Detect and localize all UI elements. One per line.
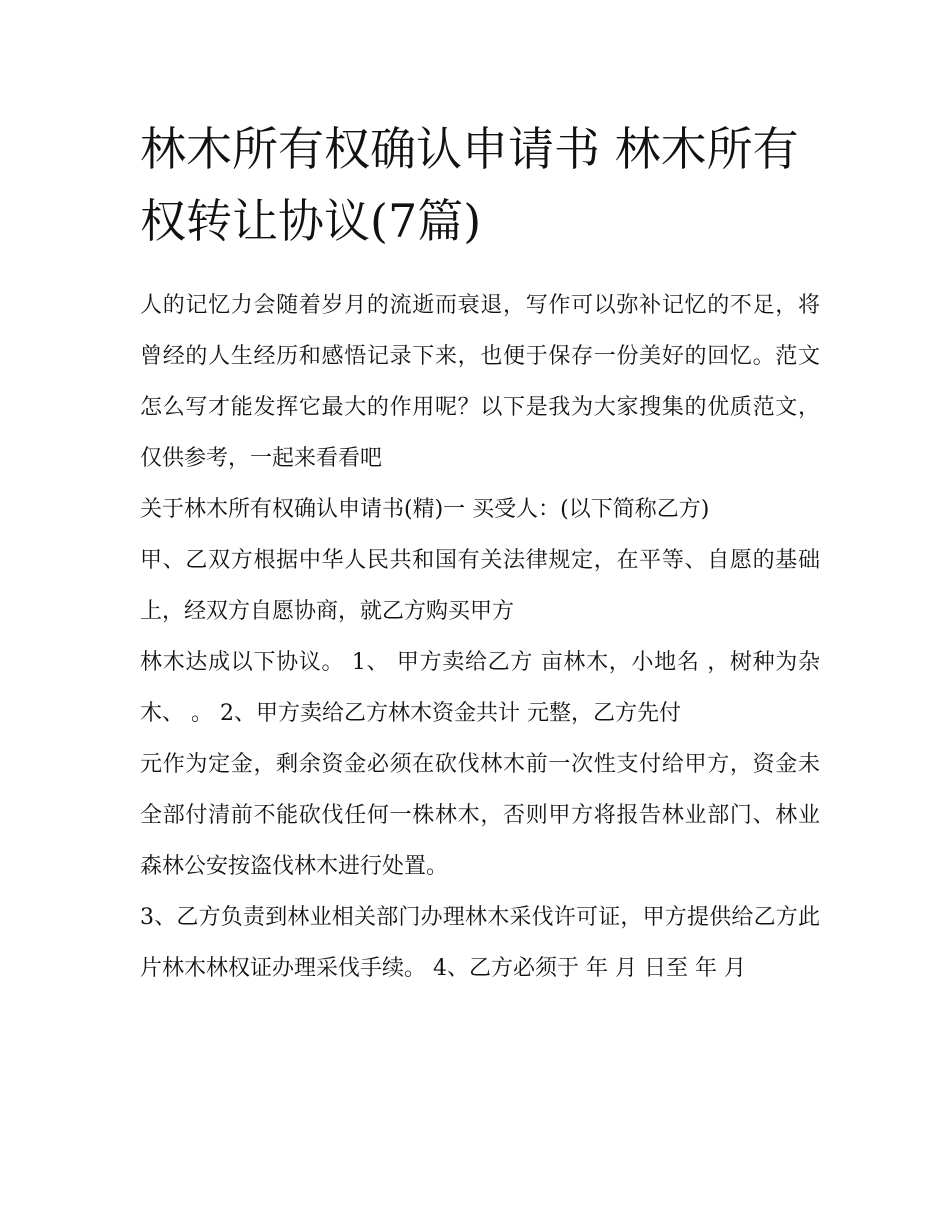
document-title: 林木所有权确认申请书 林木所有权转让协议(7篇) [140,122,799,248]
agreement-paragraph: 甲、乙双方根据中华人民共和国有关法律规定，在平等、自愿的基础上，经双方自愿协商，就乙方购买甲方 [140,548,820,624]
document-body [140,280,820,994]
clause-3-4-paragraph: 3、乙方负责到林业相关部门办理林木采伐许可证，甲方提供给乙方此片林木林权证办理采伐手续。 4、乙方必须于 年 月 日至 年 月 [140,905,820,981]
section-heading-paragraph: 关于林木所有权确认申请书(精)一 买受人：(以下简称乙方) [140,497,710,522]
deposit-paragraph: 元作为定金，剩余资金必须在砍伐林木前一次性支付给甲方，资金未全部付清前不能砍伐任何一株林木，否则甲方将报告林业部门、林业森林公安按盗伐林木进行处置。 [140,752,820,879]
intro-paragraph: 人的记忆力会随着岁月的流逝而衰退，写作可以弥补记忆的不足，将曾经的人生经历和感悟记录下来，也便于保存一份美好的回忆。范文怎么写才能发挥它最大的作用呢？以下是我为大家搜集的优质范文，仅供参考，一起来看看吧 [140,293,820,471]
clause-1-2-paragraph: 林木达成以下协议。 1、 甲方卖给乙方 亩林木，小地名 ，树种为杂木、 。 2、甲方卖给乙方林木资金共计 元整，乙方先付 [140,650,820,726]
